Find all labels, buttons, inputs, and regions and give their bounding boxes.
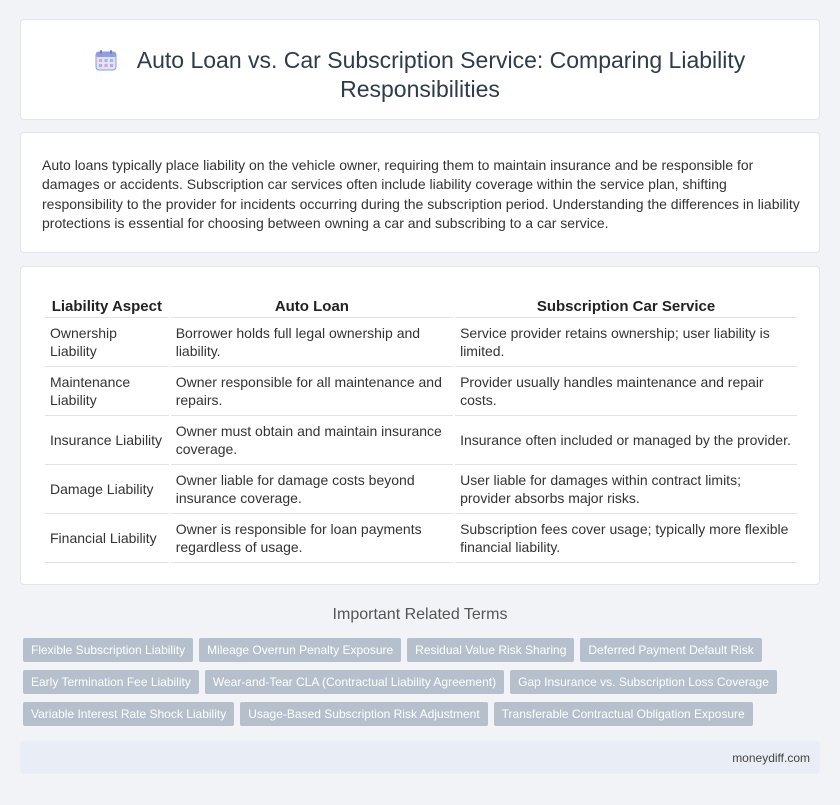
row-aspect: Ownership Liability — [45, 318, 169, 367]
related-term-tag[interactable]: Variable Interest Rate Shock Liability — [23, 702, 234, 726]
row-auto-loan: Owner must obtain and maintain insurance coverage. — [171, 416, 453, 465]
page-title-wrap — [21, 46, 819, 104]
row-auto-loan: Owner responsible for all maintenance and repairs. — [171, 367, 453, 416]
related-term-tag[interactable]: Mileage Overrun Penalty Exposure — [199, 638, 401, 662]
comparison-table — [43, 296, 799, 563]
header-auto-loan: Auto Loan — [171, 296, 453, 318]
related-terms-list — [23, 638, 823, 734]
row-aspect: Damage Liability — [45, 465, 169, 514]
related-term-tag[interactable]: Usage-Based Subscription Risk Adjustment — [240, 702, 487, 726]
footer — [20, 741, 820, 774]
related-term-tag[interactable]: Early Termination Fee Liability — [23, 670, 199, 694]
row-subscription: Provider usually handles maintenance and repair costs. — [455, 367, 797, 416]
row-aspect: Insurance Liability — [45, 416, 169, 465]
table-row — [45, 318, 797, 367]
table-row — [45, 514, 797, 563]
table-row — [45, 367, 797, 416]
title-card — [20, 19, 820, 120]
row-aspect: Financial Liability — [45, 514, 169, 563]
row-auto-loan: Borrower holds full legal ownership and liability. — [171, 318, 453, 367]
tag-row — [23, 638, 823, 670]
related-term-tag[interactable]: Wear-and-Tear CLA (Contractual Liability Agreement) — [205, 670, 504, 694]
table-row — [45, 465, 797, 514]
related-term-tag[interactable]: Transferable Contractual Obligation Exposure — [494, 702, 753, 726]
related-term-tag[interactable]: Gap Insurance vs. Subscription Loss Coverage — [510, 670, 777, 694]
table-card — [20, 266, 820, 585]
row-auto-loan: Owner liable for damage costs beyond insurance coverage. — [171, 465, 453, 514]
header-liability-aspect: Liability Aspect — [45, 296, 169, 318]
header-subscription: Subscription Car Service — [455, 296, 797, 318]
table-row — [45, 416, 797, 465]
table-header-row — [45, 296, 797, 318]
row-subscription: Subscription fees cover usage; typically more flexible financial liability. — [455, 514, 797, 563]
intro-paragraph: Auto loans typically place liability on the vehicle owner, requiring them to maintain insurance and be responsible for damages or accidents. Subscription car services often include liability coverage within the service plan, shifting responsibility to the provider for incidents occurring during the subscription period. Understanding the differences in liability protections is essential for choosing between owning a car and subscribing to a car service. — [42, 157, 800, 232]
tag-row — [23, 702, 823, 734]
footer-site-link[interactable]: moneydiff.com — [732, 751, 810, 765]
related-term-tag[interactable]: Residual Value Risk Sharing — [407, 638, 574, 662]
tag-row — [23, 670, 823, 702]
related-term-tag[interactable]: Flexible Subscription Liability — [23, 638, 193, 662]
row-subscription: User liable for damages within contract limits; provider absorbs major risks. — [455, 465, 797, 514]
calendar-icon — [95, 49, 117, 71]
row-subscription: Service provider retains ownership; user liability is limited. — [455, 318, 797, 367]
row-aspect: Maintenance Liability — [45, 367, 169, 416]
row-auto-loan: Owner is responsible for loan payments regardless of usage. — [171, 514, 453, 563]
related-terms-title: Important Related Terms — [332, 606, 508, 623]
intro-card — [20, 132, 820, 253]
related-term-tag[interactable]: Deferred Payment Default Risk — [580, 638, 761, 662]
page-title: Auto Loan vs. Car Subscription Service: Comparing Liability Responsibilities — [136, 47, 746, 102]
row-subscription: Insurance often included or managed by the provider. — [455, 416, 797, 465]
